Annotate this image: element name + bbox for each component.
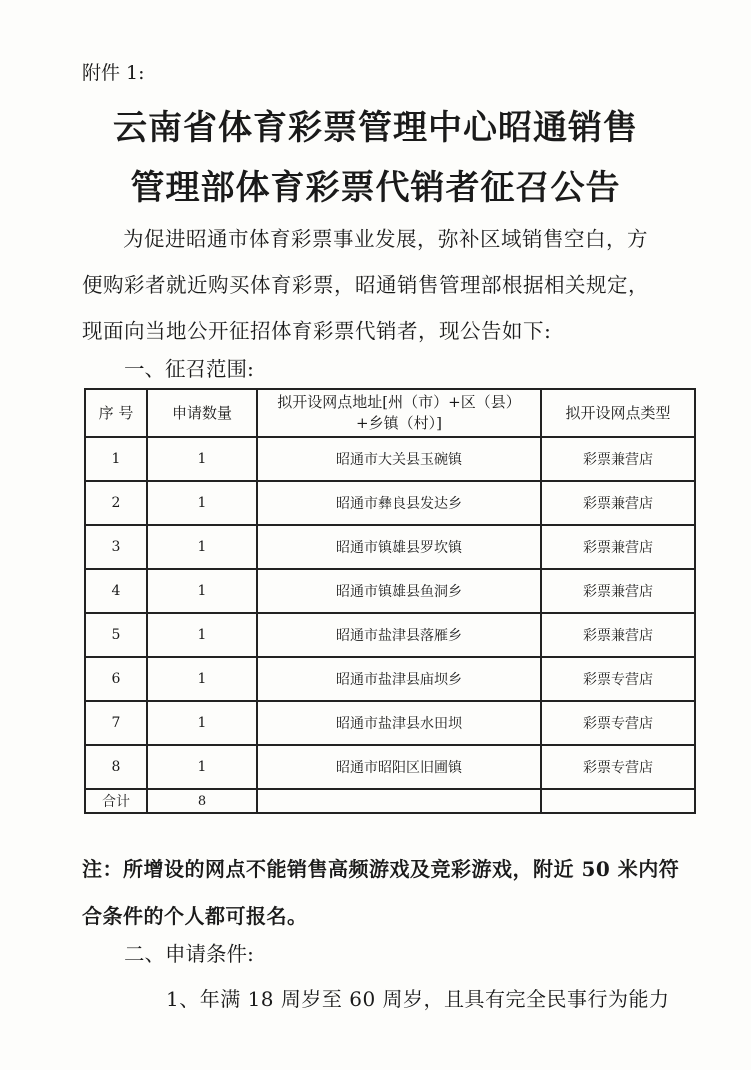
row-address: 昭通市彝良县发达乡	[257, 481, 541, 525]
row-count: 1	[147, 481, 257, 525]
table-row	[85, 569, 695, 613]
total-address-empty	[257, 789, 541, 813]
table-row	[85, 613, 695, 657]
row-address: 昭通市昭阳区旧圃镇	[257, 745, 541, 789]
row-count: 1	[147, 613, 257, 657]
total-count: 8	[147, 789, 257, 813]
total-type-empty	[541, 789, 695, 813]
title-line-2: 管理部体育彩票代销者征召公告	[130, 168, 621, 208]
row-type: 彩票兼营店	[541, 613, 695, 657]
row-address: 昭通市镇雄县罗坎镇	[257, 525, 541, 569]
table-row	[85, 525, 695, 569]
row-count: 1	[147, 657, 257, 701]
note-paragraph: 注：所增设的网点不能销售高频游戏及竞彩游戏，附近 50 米内符合条件的个人都可报名。	[82, 857, 680, 928]
row-type: 彩票专营店	[541, 701, 695, 745]
header-address: 拟开设网点地址[州（市）+区（县）+乡镇（村）]	[257, 389, 541, 437]
row-address: 昭通市盐津县庙坝乡	[257, 657, 541, 701]
row-count: 1	[147, 569, 257, 613]
row-count: 1	[147, 701, 257, 745]
row-address: 昭通市大关县玉碗镇	[257, 437, 541, 481]
row-type: 彩票兼营店	[541, 525, 695, 569]
table-row	[85, 481, 695, 525]
row-index: 7	[85, 701, 147, 745]
title-line-1: 云南省体育彩票管理中心昭通销售	[113, 108, 638, 148]
row-count: 1	[147, 437, 257, 481]
intro-paragraph: 为促进昭通市体育彩票事业发展，弥补区域销售空白，方便购彩者就近购买体育彩票，昭通销售管理部根据相关规定，现面向当地公开征招体育彩票代销者，现公告如下:	[82, 227, 649, 343]
table-row	[85, 745, 695, 789]
row-type: 彩票兼营店	[541, 437, 695, 481]
row-index: 5	[85, 613, 147, 657]
attachment-label: 附件 1:	[82, 62, 145, 84]
row-index: 3	[85, 525, 147, 569]
table-row	[85, 657, 695, 701]
row-type: 彩票兼营店	[541, 569, 695, 613]
row-count: 1	[147, 525, 257, 569]
row-index: 2	[85, 481, 147, 525]
row-type: 彩票专营店	[541, 657, 695, 701]
header-count: 申请数量	[147, 389, 257, 437]
row-index: 8	[85, 745, 147, 789]
condition-1: 1、年满 18 周岁至 60 周岁，且具有完全民事行为能力	[166, 987, 670, 1011]
row-index: 6	[85, 657, 147, 701]
row-address: 昭通市盐津县水田坝	[257, 701, 541, 745]
row-address: 昭通市盐津县落雁乡	[257, 613, 541, 657]
header-type: 拟开设网点类型	[541, 389, 695, 437]
row-index: 1	[85, 437, 147, 481]
row-address: 昭通市镇雄县鱼洞乡	[257, 569, 541, 613]
section-2-heading: 二、申请条件:	[124, 942, 254, 966]
section-1-heading: 一、征召范围:	[124, 357, 254, 381]
row-type: 彩票兼营店	[541, 481, 695, 525]
table-row	[85, 701, 695, 745]
header-index: 序 号	[85, 389, 147, 437]
table-row	[85, 437, 695, 481]
row-index: 4	[85, 569, 147, 613]
total-label: 合计	[85, 789, 147, 813]
total-row	[85, 789, 695, 813]
recruitment-table	[84, 388, 696, 814]
row-type: 彩票专营店	[541, 745, 695, 789]
row-count: 1	[147, 745, 257, 789]
table-header-row	[85, 389, 695, 437]
